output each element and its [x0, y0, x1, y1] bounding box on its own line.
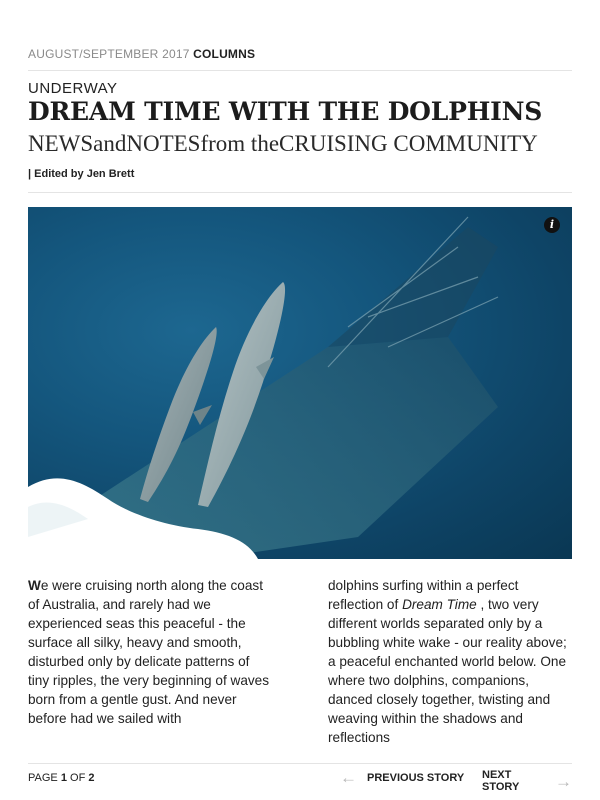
info-icon[interactable]: i [544, 217, 560, 233]
article-photo [28, 207, 572, 559]
body-text-left: e were cruising north along the coast of Australia, and rarely had we experienced seas this peaceful - the surface all silky, heavy and smooth, disturbed only by delicate patterns of tiny ripples, the very beginning of waves born from a gentle gust. And never before had we sailed with [28, 578, 270, 726]
article-footer [28, 763, 572, 792]
page-label: PAGE [28, 772, 58, 784]
previous-story-label: PREVIOUS STORY [367, 771, 465, 784]
article-kicker: UNDERWAY [28, 80, 118, 97]
issue-line [28, 47, 572, 71]
previous-story-button[interactable] [340, 769, 464, 786]
page-of: OF [70, 772, 86, 784]
arrow-right-icon: → [555, 771, 572, 791]
article-headline: DREAM TIME WITH THE DOLPHINS [28, 97, 543, 126]
issue-section[interactable]: COLUMNS [193, 47, 256, 61]
article-body-column-left [28, 576, 273, 728]
page-indicator [28, 772, 94, 784]
body-text-right-b: , two very different worlds separated only by a bubbling white wake - our reality above; a peaceful enchanted world below. One where two dolphins, companions, danced closely together, twisting and weaving within the shadows and reflections [328, 597, 567, 745]
article-byline: | Edited by Jen Brett [28, 168, 572, 193]
next-story-button[interactable] [482, 769, 572, 793]
dolphin-fin-2 [193, 405, 212, 425]
body-text-right-a: dolphins surfing within a perfect reflection of [328, 578, 519, 612]
page-current: 1 [60, 772, 67, 784]
article-subhead: NEWSandNOTESfrom theCRUISING COMMUNITY [28, 131, 538, 156]
body-text-right-italic: Dream Time [402, 597, 477, 612]
dropcap: W [28, 578, 41, 593]
dolphins-illustration [28, 207, 572, 559]
article-body-column-right [328, 576, 573, 747]
page-total: 2 [88, 772, 95, 784]
issue-date: AUGUST/SEPTEMBER 2017 [28, 47, 190, 61]
next-story-label: NEXT STORY [482, 769, 520, 793]
bow-shadow [328, 227, 498, 347]
arrow-left-icon: ← [340, 768, 357, 787]
